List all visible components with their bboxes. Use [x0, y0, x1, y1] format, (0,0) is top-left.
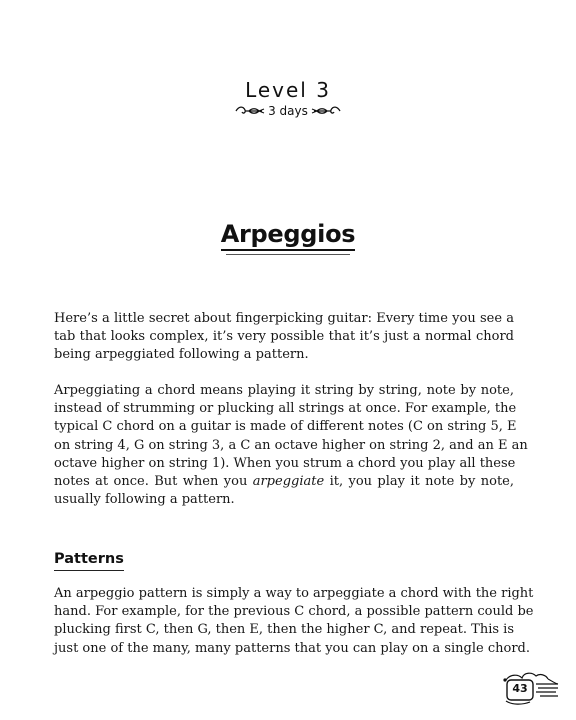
paragraph-line: on string 4, G on string 3, a C an octave higher on string 2, and an E an — [54, 437, 528, 453]
chapter-title: Arpeggios — [221, 220, 356, 251]
emphasized-word: arpeggiate — [252, 474, 325, 490]
chapter-heading — [0, 220, 576, 255]
paragraph-line: An arpeggio pattern is simply a way to arpeggiate a chord with the right — [54, 586, 534, 601]
paragraph-line: tab that looks complex, it’s very possible that it’s just a normal chord — [54, 329, 514, 345]
paragraph-line: instead of strumming or plucking all strings at once. For example, the — [54, 401, 517, 417]
paragraph-line: Here’s a little secret about fingerpicking guitar: Every time you see a — [54, 311, 514, 326]
section-heading — [54, 548, 124, 571]
level-duration: 3 days — [268, 104, 308, 118]
paragraph-line: octave higher on string 1). When you strum a chord you play all these — [54, 455, 516, 471]
page-number: 43 — [512, 682, 528, 695]
level-header — [0, 78, 576, 118]
paragraph-line: Arpeggiating a chord means playing it string by string, note by note, — [54, 383, 514, 398]
line-text: it, you play it note by note, — [324, 474, 514, 490]
level-title: Level 3 — [245, 78, 331, 102]
paragraph-line: just one of the many, many patterns that you can play on a single chord. — [54, 640, 531, 656]
paragraph-line: being arpeggiated following a pattern. — [54, 347, 309, 363]
section-title: Patterns — [54, 551, 124, 571]
level-duration-row — [0, 104, 576, 118]
chapter-title-rule — [226, 254, 350, 255]
patterns-paragraph — [54, 585, 534, 658]
paragraph-line: hand. For example, for the previous C chord, a possible pattern could be — [54, 604, 534, 620]
definition-paragraph — [54, 382, 528, 509]
line-text: notes at once. But when you — [54, 474, 253, 490]
paragraph-line: typical C chord on a guitar is made of different notes (C on string 5, E — [54, 419, 517, 435]
left-flourish-icon — [235, 105, 265, 117]
paragraph-line: usually following a pattern. — [54, 492, 235, 508]
paragraph-line: plucking first C, then G, then E, then the higher C, and repeat. This is — [54, 622, 514, 638]
right-flourish-icon — [311, 105, 341, 117]
intro-paragraph — [54, 310, 514, 365]
paragraph-line-with-emphasis — [54, 473, 514, 491]
